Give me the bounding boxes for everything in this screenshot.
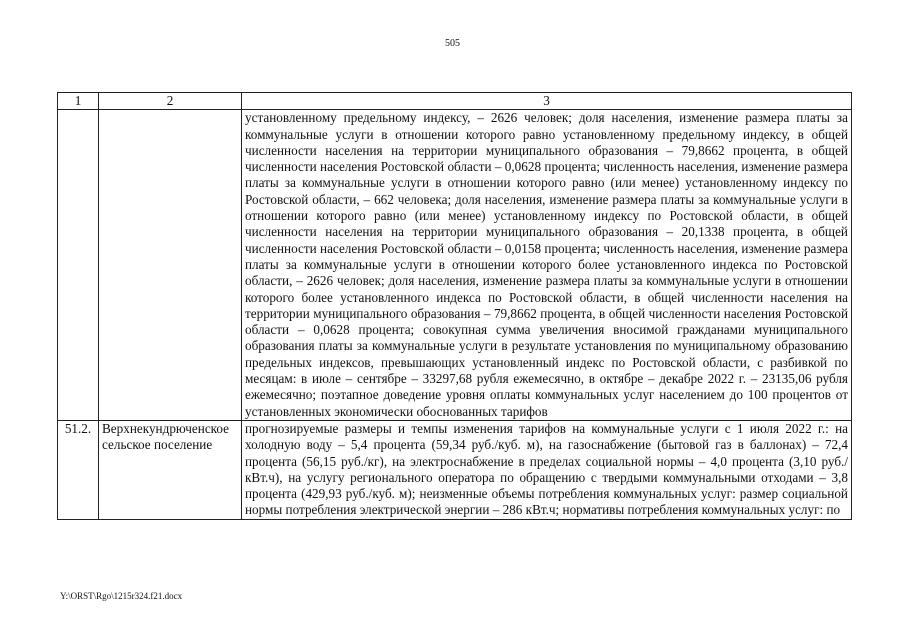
- row-number: 51.2.: [58, 420, 99, 519]
- row-text: прогнозируемые размеры и темпы изменения тарифов на коммунальные услуги с 1 июля 2022 г.: на холодную воду – 5,4 процента (59,34 руб./куб. м), на газоснабжение (бытовой газ в баллонах) – 72,4 процента (56,15 руб./кг), на электроснабжение в пределах социальной нормы – 4,0 процента (3,10 руб./кВт.ч), на услугу регионального оператора по обращению с твердыми коммунальными отходами – 3,8 процента (429,93 руб./куб. м); неизменные объемы потребления коммунальных услуг: размер социальной нормы потребления электрической энергии – 286 кВт.ч; нормативы потребления коммунальных услуг: по: [242, 420, 852, 519]
- file-path-footer: Y:\ORST\Rgo\1215r324.f21.docx: [60, 591, 183, 601]
- row-text: установленному предельному индексу, – 2626 человек; доля населения, изменение размера платы за коммунальные услуги в отношении которого равно установленному предельному индексу, в общей численности населения на территории муниципального образования – 79,8662 процента, в общей численности населения Ростовской области – 0,0628 процента; численность населения, изменение размера платы за коммунальные услуги в отношении которого равно (или менее) установленному индексу по Ростовской области, – 662 человека; доля населения, изменение размера платы за коммунальные услуги в отношении которого равно (или менее) установленному индексу по Ростовской области, в общей численности населения на территории муниципального образования – 20,1338 процента, в общей численности населения Ростовской области – 0,0158 процента; численность населения, изменение размера платы за коммунальные услуги в отношении которого более установленного индекса по Ростовской области, – 2626 человек; доля населения, изменение размера платы за коммунальные услуги в отношении которого более установленного индекса по Ростовской области, в общей численности населения на территории муниципального образования – 79,8662 процента, в общей численности населения Ростовской области – 0,0628 процента; совокупная сумма увеличения вносимой гражданами муниципального образования платы за коммунальные услуги в результате установления по муниципальному образованию предельных индексов, превышающих установленный индекс по Ростовской области, с разбивкой по месяцам: в июле – сентябре – 33297,68 рубля ежемесячно, в октябре – декабре 2022 г. – 23135,06 рубля ежемесячно; поэтапное доведение уровня оплаты коммунальных услуг населением до 100 процентов от установленных экономически обоснованных тарифов: [242, 110, 852, 421]
- page-number: 505: [445, 38, 460, 49]
- row-number: [58, 110, 99, 421]
- table-row: [58, 110, 852, 421]
- settlement-name: [99, 110, 242, 421]
- table-header-row: [58, 93, 852, 110]
- column-header-1: 1: [58, 93, 99, 110]
- column-header-2: 2: [99, 93, 242, 110]
- document-table: [57, 92, 852, 520]
- settlement-name: Верхнекундрюченское сельское поселение: [99, 420, 242, 519]
- column-header-3: 3: [242, 93, 852, 110]
- table-row: [58, 420, 852, 519]
